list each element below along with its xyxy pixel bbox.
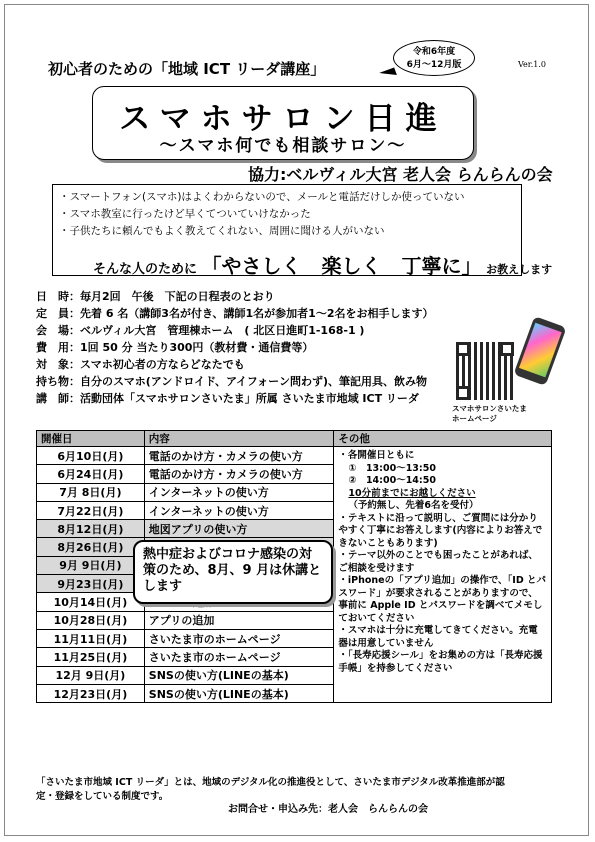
info-datetime: 日 時：毎月2回 午後 下記の日程表のとおり (36, 290, 275, 303)
table-row: 8月12日(月) 地図アプリの使い方 (37, 520, 552, 538)
version-label: Ver.1.0 (518, 60, 546, 69)
for-people-line (93, 250, 552, 279)
table-row: 11月25日(月) さいたま市のホームページ (37, 648, 552, 666)
bubble-line2: 6月～12月版 (406, 60, 462, 70)
worry-item: ・スマホ教室に行ったけど早くてついていけなかった (59, 208, 311, 220)
table-row: 10月28日(月) アプリの追加 (37, 611, 552, 629)
table-row: 12月 9日(月) SNSの使い方(LINEの基本) (37, 666, 552, 684)
info-venue: 会 場：ベルヴィル大宮 管理棟ホーム ( 北区日進町1-168-1 ) (36, 324, 365, 337)
worries-box (52, 184, 553, 278)
cooperation-line: 協力:ベルヴィル大宮 老人会 らんらんの会 (248, 165, 553, 184)
table-row: 9月23日(月) (37, 575, 552, 593)
table-row: 11月11日(月) さいたま市のホームページ (37, 629, 552, 647)
info-fee: 費 用：1回 50 分 当たり300円（教材費・通信費等） (36, 341, 314, 354)
table-row: 9月 9日(月) (37, 556, 552, 574)
table-row: 7月22日(月) インターネットの使い方 (37, 501, 552, 519)
title-box (92, 86, 474, 160)
header-content: 内容 (144, 431, 334, 447)
table-row: 12月23日(月) SNSの使い方(LINEの基本) (37, 684, 552, 702)
suspension-notice: 熱中症およびコロナ感染の対策のため、8月、9 月は休講とします (133, 540, 333, 604)
for-suffix: お教えします (486, 263, 553, 276)
info-target: 対 象：スマホ初心者の方ならどなたでも (36, 358, 245, 371)
bubble-line1: 令和6年度 (412, 47, 456, 57)
info-belongings: 持ち物：自分のスマホ(アンドロイド、アイフォーン問わず)、筆記用具、飲み物 (36, 375, 427, 388)
notes-cell: ・各開催日ともに ① 13:00～13:50 ② 14:00～14:50 10分前までにお越しください （予約無し、先着6名を受付） ・テキストに沿って説明し、ご質問には分かりやすく丁寧にお答えします(内容によりお答えできないこともあります) ・テーマ以外のことでも困ったことがあれば、ご相談を受けます ・iPhoneの「アプリ追加」の操作で、「ID とパスワード」が要求されることがありますので、事前に Apple ID とパスワードを調べてメモしておいてください ・スマホは十分に充電してきてください。充電器は用意していません ・「長寿応援シール」をお集めの方は「長寿応援手帳」を持参してください (334, 447, 552, 703)
footer-contact: お問合せ・申込み先：老人会 らんらんの会 (228, 804, 428, 815)
table-row: 7月 8日(月) インターネットの使い方 (37, 483, 552, 501)
worry-item: ・子供たちに頼んでもよく教えてくれない、周囲に聞ける人がいない (59, 225, 385, 237)
main-title: スマホサロン日進 (119, 101, 447, 137)
header-other: その他 (334, 431, 552, 447)
info-capacity: 定 員：先着 6 名（講師3名が付き、講師1名が参加者1～2名をお相手します） (36, 307, 434, 320)
for-slogan: 「やさしく 楽しく 丁寧に」 (201, 254, 482, 278)
header-date: 開催日 (37, 431, 145, 447)
qr-label: スマホサロンさいたま ホームページ (452, 404, 527, 423)
qr-code[interactable] (456, 342, 514, 400)
worry-item: ・スマートフォン(スマホ)はよくわからないので、メールと電話だけしか使っていない (59, 191, 465, 203)
footer-definition: 「さいたま市地域 ICT リーダ」とは、地域のデジタル化の推進役として、さいたま市デジタル改革推進部が認定・登録をしている制度です。 (36, 777, 505, 802)
table-row: 6月24日(月) 電話のかけ方・カメラの使い方 (37, 465, 552, 483)
course-title: 初心者のための「地域 ICT リーダ講座」 (48, 60, 326, 78)
period-bubble (393, 40, 475, 76)
table-row: 8月26日(月) (37, 538, 552, 556)
sub-title: ～スマホ何でも相談サロン～ (159, 136, 407, 156)
table-row: 6月10日(月) 電話のかけ方・カメラの使い方 ・各開催日ともに ① 13:00～13:50 ② 14:00～14:50 10分前までにお越しください （予約無し、先着6名を受付） ・テキストに沿って説明し、ご質問には分かりやすく丁寧にお答えします(内容によりお答えできないこともあります) ・テーマ以外のことでも困ったことがあれば、ご相談を受けます ・iPhoneの「アプリ追加」の操作で、「ID とパスワード」が要求されることがありますので、事前に Apple ID とパスワードを調べてメモしておいてください ・スマホは十分に充電してきてください。充電器は用意していません ・「長寿応援シール」をお集めの方は「長寿応援手帳」を持参してください (37, 447, 552, 465)
info-instructor: 講 師：活動団体「スマホサロンさいたま」所属 さいたま市地域 ICT リーダ (36, 392, 419, 405)
for-prefix: そんな人のために (93, 262, 198, 277)
table-row: 10月14日(月) (37, 593, 552, 611)
